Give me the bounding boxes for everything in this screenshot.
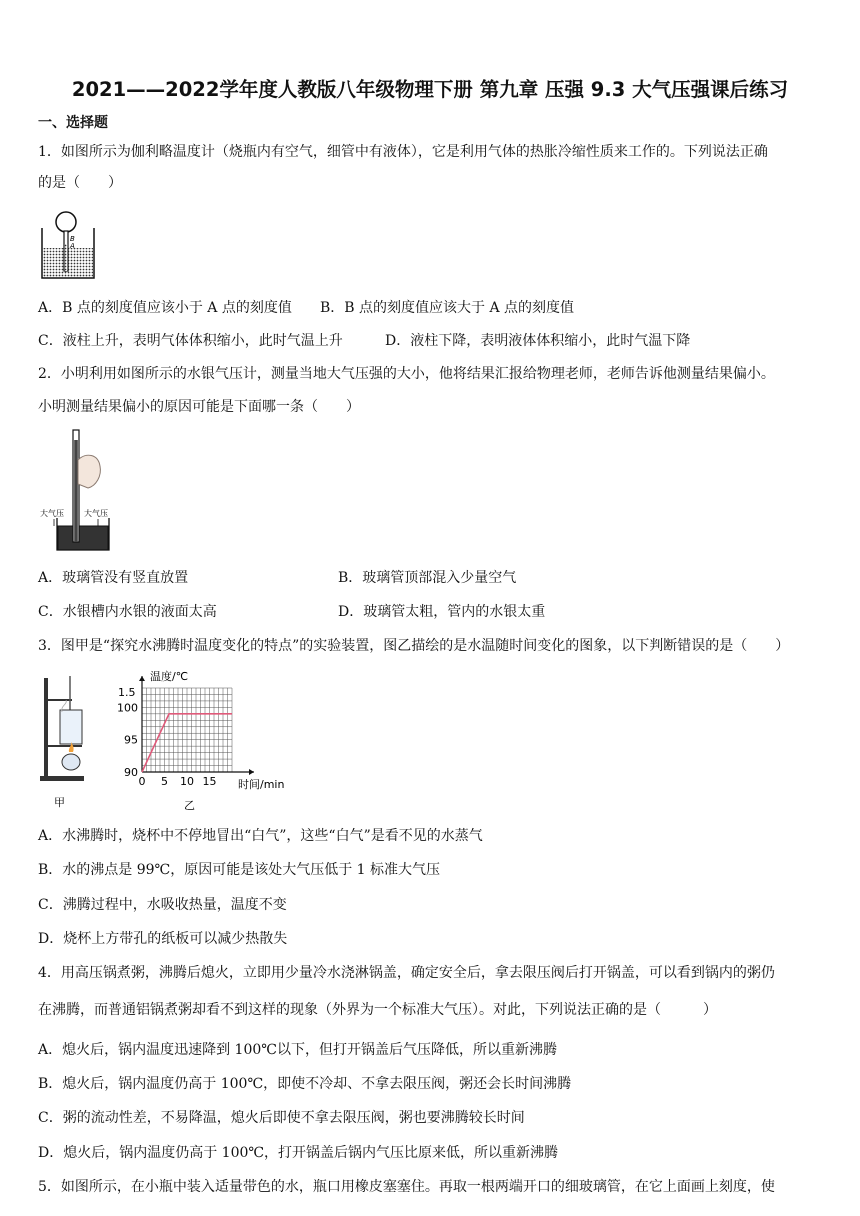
figure-jia-label: 甲 — [54, 796, 65, 809]
q1-option-a: A．B 点的刻度值应该小于 A 点的刻度值 — [38, 300, 292, 316]
figure-yi-label: 乙 — [184, 799, 195, 812]
y-tick-label: 100 — [117, 701, 138, 715]
q5-stem-line1: 5．如图所示，在小瓶中装入适量带色的水，瓶口用橡皮塞塞住。再取一根两端开口的细玻璃管，在它上面画上刻度，使 — [38, 1179, 775, 1195]
section-heading: 一、选择题 — [38, 115, 108, 131]
chart-axes — [139, 676, 254, 775]
q3-option-c: C．沸腾过程中，水吸收热量，温度不变 — [38, 897, 287, 913]
q3-stem: 3．图甲是“探究水沸腾时温度变化的特点”的实验装置，图乙描绘的是水温随时间变化的图象，以下判断错误的是（ ） — [38, 638, 790, 654]
q2-option-d: D．玻璃管太粗，管内的水银太重 — [338, 604, 546, 620]
chart-y-axis-label: 温度/℃ — [150, 670, 189, 683]
q4-stem-line1: 4．用高压锅煮粥，沸腾后熄火，立即用少量冷水浇淋锅盖，确定安全后，拿去限压阀后打开锅盖，可以看到锅内的粥仍 — [38, 965, 775, 981]
q4-option-d: D．熄火后，锅内温度仍高于 100℃，打开锅盖后锅内气压比原来低，所以重新沸腾 — [38, 1145, 559, 1161]
q3-option-a: A．水沸腾时，烧杯中不停地冒出“白气”，这些“白气”是看不见的水蒸气 — [38, 828, 483, 844]
q1-option-d: D．液柱下降，表明液体体积缩小，此时气温下降 — [385, 333, 691, 349]
air-pressure-label-right: 大气压 — [84, 509, 108, 518]
chart-x-axis-label: 时间/min — [238, 778, 285, 791]
mercury-barometer-figure — [38, 426, 118, 556]
beaker — [60, 710, 82, 744]
point-b-label: B — [70, 235, 75, 243]
alcohol-lamp — [62, 754, 80, 770]
chart-y-break-label: 1.5 — [118, 686, 136, 699]
galileo-thermometer-figure — [40, 208, 98, 282]
y-tick-label: 95 — [124, 733, 138, 747]
stand-pole — [44, 678, 48, 780]
q2-option-a: A．玻璃管没有竖直放置 — [38, 570, 189, 586]
q4-stem-line2: 在沸腾，而普通铝锅煮粥却看不到这样的现象（外界为一个标准大气压）。对此，下列说法正确的是（ ） — [38, 1002, 717, 1018]
q4-option-b: B．熄火后，锅内温度仍高于 100℃，即使不冷却、不拿去限压阀，粥还会长时间沸腾 — [38, 1076, 572, 1092]
q2-option-b: B．玻璃管顶部混入少量空气 — [338, 570, 517, 586]
hand-icon — [78, 455, 100, 488]
q3-option-b: B．水的沸点是 99℃，原因可能是该处大气压低于 1 标准大气压 — [38, 862, 441, 878]
air-pressure-label-left: 大气压 — [40, 509, 64, 518]
boiling-apparatus-figure — [38, 672, 112, 812]
x-tick-label: 10 — [180, 775, 194, 788]
flask-bulb — [56, 212, 76, 232]
x-axis-arrow — [249, 769, 254, 775]
x-tick-label: 5 — [161, 775, 168, 788]
point-a-label: A — [70, 242, 75, 250]
temperature-time-chart — [112, 668, 302, 816]
q2-stem-line2: 小明测量结果偏小的原因可能是下面哪一条（ ） — [38, 399, 360, 415]
stand-base — [40, 776, 84, 781]
q1-stem-line2: 的是（ ） — [38, 175, 122, 191]
q1-option-c: C．液柱上升，表明气体体积缩小，此时气温上升 — [38, 333, 343, 349]
page-title: 2021——2022学年度人教版八年级物理下册 第九章 压强 9.3 大气压强课后练习 — [71, 78, 789, 101]
mercury-trough — [58, 526, 108, 550]
q2-stem-line1: 2．小明利用如图所示的水银气压计，测量当地大气压强的大小，他将结果汇报给物理老师，老师告诉他测量结果偏小。 — [38, 366, 775, 382]
x-tick-label: 15 — [202, 775, 217, 788]
q4-option-c: C．粥的流动性差，不易降温，熄火后即使不拿去限压阀，粥也要沸腾较长时间 — [38, 1110, 525, 1126]
chart-grid — [142, 688, 232, 772]
y-tick-label: 90 — [124, 766, 138, 779]
q1-option-b: B．B 点的刻度值应该大于 A 点的刻度值 — [320, 300, 575, 316]
q2-option-c: C．水银槽内水银的液面太高 — [38, 604, 217, 620]
q4-option-a: A．熄火后，锅内温度迅速降到 100℃以下，但打开锅盖后气压降低，所以重新沸腾 — [38, 1042, 557, 1058]
q1-stem-line1: 1．如图所示为伽利略温度计（烧瓶内有空气，细管中有液体），它是利用气体的热胀冷缩性质来工作的。下列说法正确 — [38, 144, 768, 160]
liquid-column — [65, 244, 67, 271]
q3-option-d: D．烧杯上方带孔的纸板可以减少热散失 — [38, 931, 288, 947]
mercury-column — [74, 440, 78, 542]
y-axis-arrow — [139, 676, 145, 681]
x-tick-label: 0 — [138, 775, 146, 788]
